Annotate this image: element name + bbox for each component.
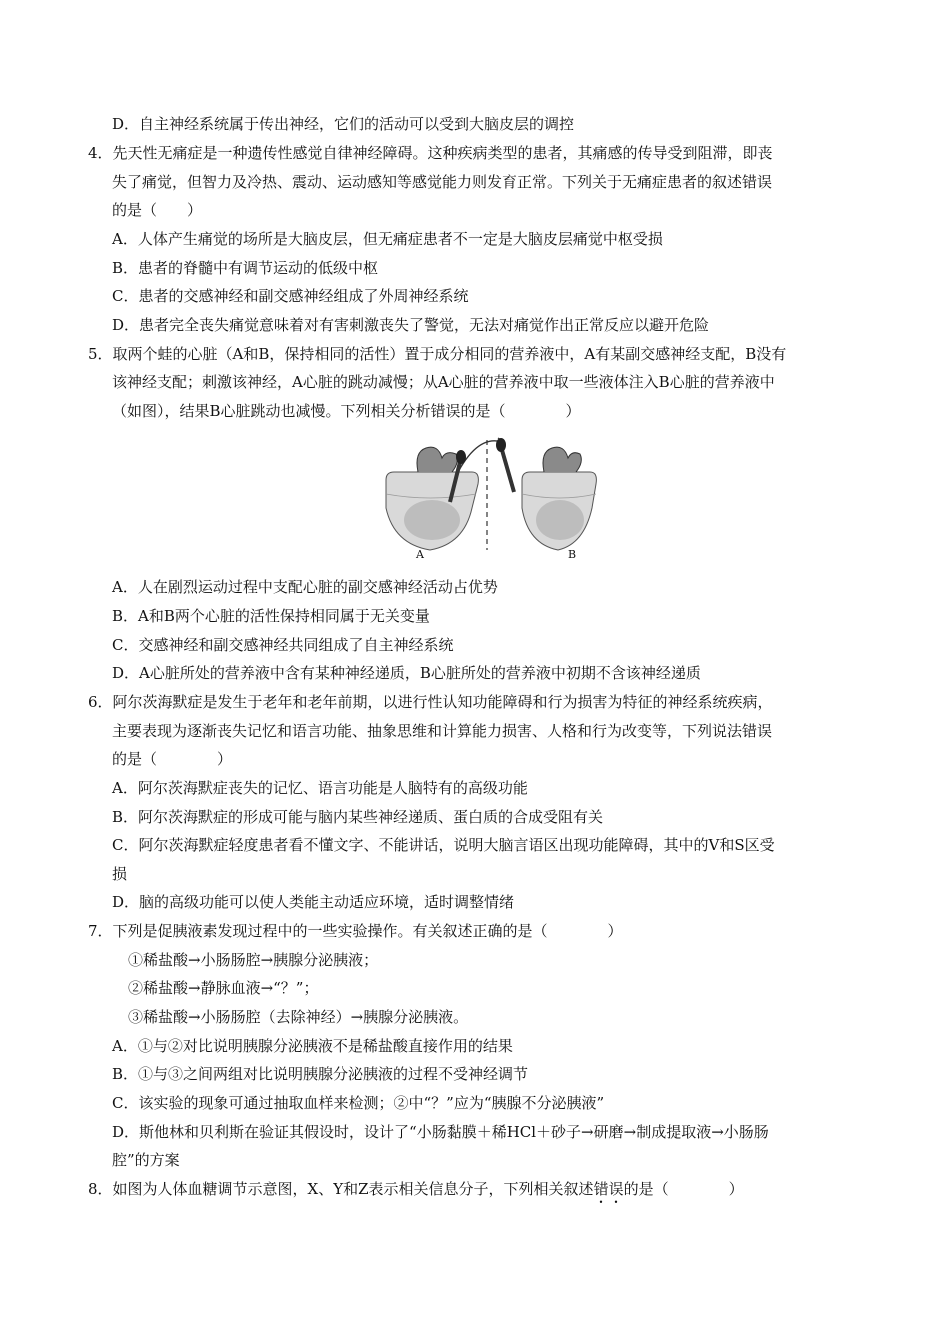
q5-option-b: B．A和B两个心脏的活性保持相同属于无关变量 [112,607,430,625]
q6-stem-line2: 主要表现为逐渐丧失记忆和语言功能、抽象思维和计算能力损害、人格和行为改变等，下列说法错误 [112,722,773,740]
q5-option-a: A．人在剧烈运动过程中支配心脏的副交感神经活动占优势 [112,578,498,596]
q6-option-a: A．阿尔茨海默症丧失的记忆、语言功能是人脑特有的高级功能 [112,779,528,797]
q6-option-d: D．脑的高级功能可以使人类能主动适应环境，适时调整情绪 [112,893,515,911]
q6-stem-line3: 的是（ ） [112,750,233,768]
q6-option-b: B．阿尔茨海默症的形成可能与脑内某些神经递质、蛋白质的合成受阻有关 [112,808,604,826]
q8-emphasis-text: 错误 [593,1180,624,1198]
q4-stem-line2: 失了痛觉，但智力及冷热、震动、运动感知等感觉能力则发育正常。下列关于无痛症患者的叙述错误 [112,173,773,191]
figure-label-a: A [416,548,424,560]
q4-stem-line3: 的是（ ） [112,201,203,219]
q6-stem-line1: 6．阿尔茨海默症是发生于老年和老年前期，以进行性认知功能障碍和行为损害为特征的神经系统疾病， [88,693,773,711]
q6-option-c-line1: C．阿尔茨海默症轻度患者看不懂文字、不能讲话，说明大脑言语区出现功能障碍，其中的V和S区受 [112,836,775,854]
q5-option-d: D．A心脏所处的营养液中含有某种神经递质，B心脏所处的营养液中初期不含该神经递质 [112,664,701,682]
q7-option-a: A．①与②对比说明胰腺分泌胰液不是稀盐酸直接作用的结果 [112,1037,513,1055]
q3-option-d: D．自主神经系统属于传出神经，它们的活动可以受到大脑皮层的调控 [112,115,575,133]
q8-stem [88,1179,744,1207]
q7-stem: 7．下列是促胰液素发现过程中的一些实验操作。有关叙述正确的是（ ） [88,922,623,940]
q5-stem-line1: 5．取两个蛙的心脏（A和B，保持相同的活性）置于成分相同的营养液中，A有某副交感神经支配，B没有 [88,345,787,363]
q7-step-3: ③稀盐酸→小肠肠腔（去除神经）→胰腺分泌胰液。 [128,1008,469,1026]
figure-label-b: B [568,548,577,560]
q5-stem-line3: （如图），结果B心脏跳动也减慢。下列相关分析错误的是（ ） [112,402,581,420]
q7-option-c: C．该实验的现象可通过抽取血样来检测；②中“？”应为“胰腺不分泌胰液” [112,1094,605,1112]
heart-b-icon [522,447,596,550]
q4-option-b: B．患者的脊髓中有调节运动的低级中枢 [112,259,379,277]
q7-step-1: ①稀盐酸→小肠肠腔→胰腺分泌胰液； [128,951,379,969]
q8-stem-text: 8．如图为人体血糖调节示意图，X、Y和Z表示相关信息分子，下列相关叙述 [88,1180,594,1198]
q8-stem-tail: 的是（ ） [623,1180,744,1198]
q7-option-b: B．①与③之间两组对比说明胰腺分泌胰液的过程不受神经调节 [112,1065,529,1083]
q5-option-c: C．交感神经和副交感神经共同组成了自主神经系统 [112,636,454,654]
q4-stem-line1: 4．先天性无痛症是一种遗传性感觉自律神经障碍。这种疾病类型的患者，其痛感的传导受到阻滞，即丧 [88,144,773,162]
q7-step-2: ②稀盐酸→静脉血液→“？”； [128,979,319,997]
q6-option-c-line2: 损 [112,865,128,883]
q4-option-d: D．患者完全丧失痛觉意味着对有害刺激丧失了警觉，无法对痛觉作出正常反应以避开危险 [112,316,710,334]
dropper-b-icon [496,438,514,492]
frog-heart-figure [372,432,602,560]
q7-option-d-line1: D．斯他林和贝利斯在验证其假设时，设计了“小肠黏膜＋稀HCl＋砂子→研磨→制成提取液→小肠肠 [112,1123,769,1141]
q7-option-d-line2: 腔”的方案 [112,1151,180,1169]
q4-option-c: C．患者的交感神经和副交感神经组成了外周神经系统 [112,287,469,305]
q4-option-a: A．人体产生痛觉的场所是大脑皮层，但无痛症患者不一定是大脑皮层痛觉中枢受损 [112,230,663,248]
q5-stem-line2: 该神经支配；刺激该神经，A心脏的跳动减慢；从A心脏的营养液中取一些液体注入B心脏的营养液中 [112,373,775,391]
